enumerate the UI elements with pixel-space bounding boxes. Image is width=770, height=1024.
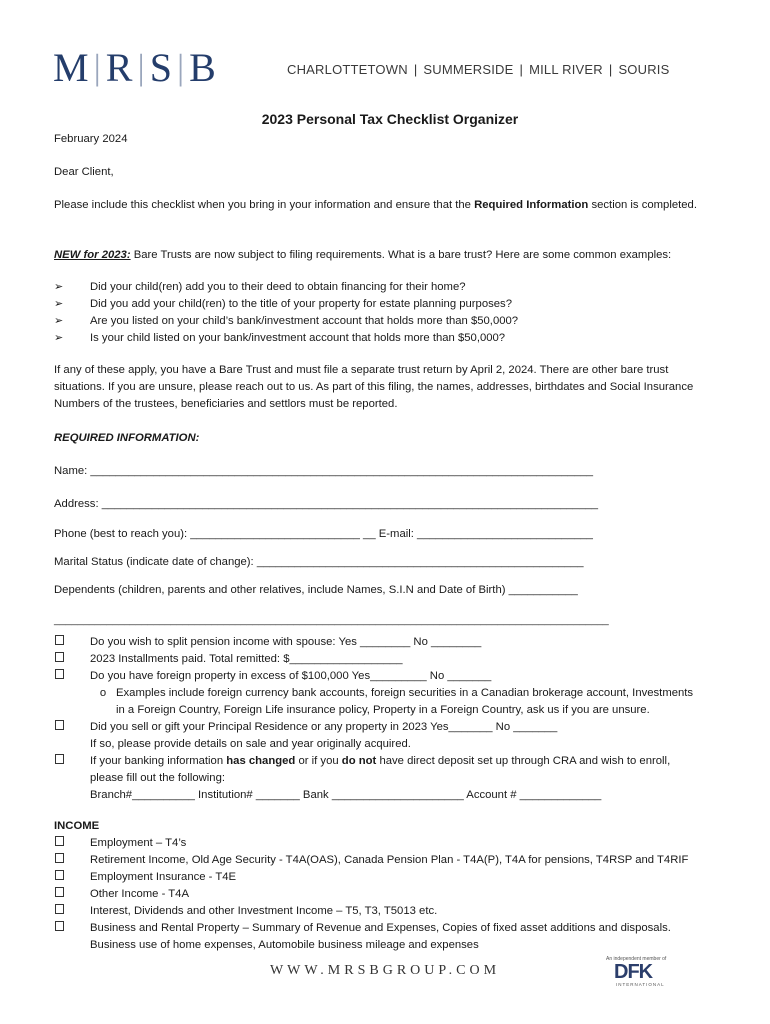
income-heading: INCOME <box>54 820 100 832</box>
foreign-examples: o Examples include foreign currency bank accounts, foreign securities in a Canadian brokerage account, Investments <box>54 685 693 702</box>
split-pension-item: Do you wish to split pension income with spouse: Yes ________ No ________ <box>54 634 693 651</box>
income-item-continued: Business use of home expenses, Automobile business mileage and expenses <box>90 939 479 951</box>
list-item: ➢ Did you add your child(ren) to the title of your property for estate planning purposes? <box>54 296 518 313</box>
list-item: ➢ Are you listed on your child’s bank/investment account that holds more than $50,000? <box>54 313 518 330</box>
checkbox[interactable] <box>54 634 90 651</box>
checkbox[interactable] <box>54 668 90 685</box>
income-item: Interest, Dividends and other Investment Income – T5, T3, T5013 etc. <box>54 903 688 920</box>
website-url: WWW.MRSBGROUP.COM <box>269 963 501 978</box>
bare-trust-line-1: If any of these apply, you have a Bare Trust and must file a separate trust return by April 2, 2024. There are other bare trust <box>54 364 669 376</box>
required-info-heading: REQUIRED INFORMATION: <box>54 432 200 444</box>
arrow-bullet-icon: ➢ <box>54 332 64 344</box>
installments-item: 2023 Installments paid. Total remitted: $__________________ <box>54 651 693 668</box>
income-item: Other Income - T4A <box>54 886 688 903</box>
bare-trust-line-3: Numbers of the trustees, beneficiaries and settlors must be reported. <box>54 398 398 410</box>
intro-paragraph: Please include this checklist when you bring in your information and ensure that the Required Information section is completed. <box>54 199 697 211</box>
mrsb-logo <box>53 45 217 90</box>
address-field[interactable]: Address: _______________________________________________________________________________ <box>54 498 599 510</box>
income-item: Retirement Income, Old Age Security - T4A(OAS), Canada Pension Plan - T4A(P), T4A for pensions, T4RSP and T4RIF <box>54 852 688 869</box>
list-item: ➢ Did your child(ren) add you to their deed to obtain financing for their home? <box>54 279 518 296</box>
logo-letter: M <box>53 45 90 90</box>
logo-divider: | <box>176 47 186 87</box>
arrow-bullet-icon: ➢ <box>54 281 64 293</box>
checkbox[interactable] <box>54 719 90 736</box>
bare-trust-examples <box>54 279 518 347</box>
new-2023-notice: NEW for 2023: Bare Trusts are now subject to filing requirements. What is a bare trust? Here are some common examples: <box>54 249 672 261</box>
logo-divider: | <box>93 47 102 87</box>
income-item: Employment Insurance - T4E <box>54 869 688 886</box>
banking-item: If your banking information has changed or if you do not have direct deposit set up through CRA and wish to enroll, <box>54 753 693 770</box>
logo-letter: B <box>189 45 217 90</box>
banking-instructions: please fill out the following: <box>90 772 226 784</box>
arrow-bullet-icon: ➢ <box>54 315 64 327</box>
location-souris: SOURIS <box>618 62 670 77</box>
arrow-bullet-icon: ➢ <box>54 298 64 310</box>
foreign-property-item: Do you have foreign property in excess of $100,000 Yes_________ No _______ <box>54 668 693 685</box>
office-locations: CHARLOTTETOWN | SUMMERSIDE | MILL RIVER | SOURIS <box>287 62 670 77</box>
location-charlottetown: CHARLOTTETOWN <box>287 62 408 77</box>
principal-residence-item: Did you sell or gift your Principal Residence or any property in 2023 Yes_______ No _______ <box>54 719 693 736</box>
checkbox[interactable] <box>54 852 90 869</box>
page-title: 2023 Personal Tax Checklist Organizer <box>261 111 519 127</box>
required-checklist <box>54 634 693 804</box>
checkbox[interactable] <box>54 869 90 886</box>
checkbox[interactable] <box>54 903 90 920</box>
circle-bullet-icon: o <box>99 687 107 699</box>
logo-letter: R <box>105 45 134 90</box>
greeting: Dear Client, <box>54 166 114 178</box>
marital-status-field[interactable]: Marital Status (indicate date of change): ____________________________________________________ <box>54 556 584 568</box>
list-item: ➢ Is your child listed on your bank/investment account that holds more than $50,000? <box>54 330 518 347</box>
banking-fields[interactable]: Branch#__________ Institution# _______ Bank _____________________ Account # _____________ <box>90 789 602 801</box>
dfk-network-logo: An independent member of DFK INTERNATIONAL <box>606 956 667 987</box>
logo-letter: S <box>149 45 173 90</box>
checkbox[interactable] <box>54 835 90 852</box>
dependents-field[interactable]: Dependents (children, parents and other relatives, include Names, S.I.N and Date of Birth) ___________ <box>54 584 578 596</box>
checkbox[interactable] <box>54 920 90 937</box>
bare-trust-line-2: situations. If you are unsure, please reach out to us. As part of this filing, the names, addresses, birthdates and Social Insurance <box>54 381 694 393</box>
letter-date: February 2024 <box>54 133 128 145</box>
checkbox[interactable] <box>54 753 90 770</box>
logo-divider: | <box>137 47 146 87</box>
name-field[interactable]: Name: ________________________________________________________________________________ <box>54 465 594 477</box>
checkbox[interactable] <box>54 886 90 903</box>
income-checklist <box>54 835 688 954</box>
principal-details: If so, please provide details on sale and year originally acquired. <box>90 738 411 750</box>
income-item: Employment – T4’s <box>54 835 688 852</box>
location-mill-river: MILL RIVER <box>529 62 603 77</box>
location-summerside: SUMMERSIDE <box>423 62 514 77</box>
checkbox[interactable] <box>54 651 90 668</box>
dependents-extra-line[interactable]: _______________________________________________________________________________________________ <box>54 614 609 626</box>
phone-email-field[interactable]: Phone (best to reach you): ___________________________ __ E-mail: ____________________________ <box>54 528 593 540</box>
income-item: Business and Rental Property – Summary of Revenue and Expenses, Copies of fixed asset additions and disposals. <box>54 920 688 937</box>
foreign-examples-continued: in a Foreign Country, Foreign Life insurance policy, Property in a Foreign Country, ask us if you are unsure. <box>116 704 650 716</box>
